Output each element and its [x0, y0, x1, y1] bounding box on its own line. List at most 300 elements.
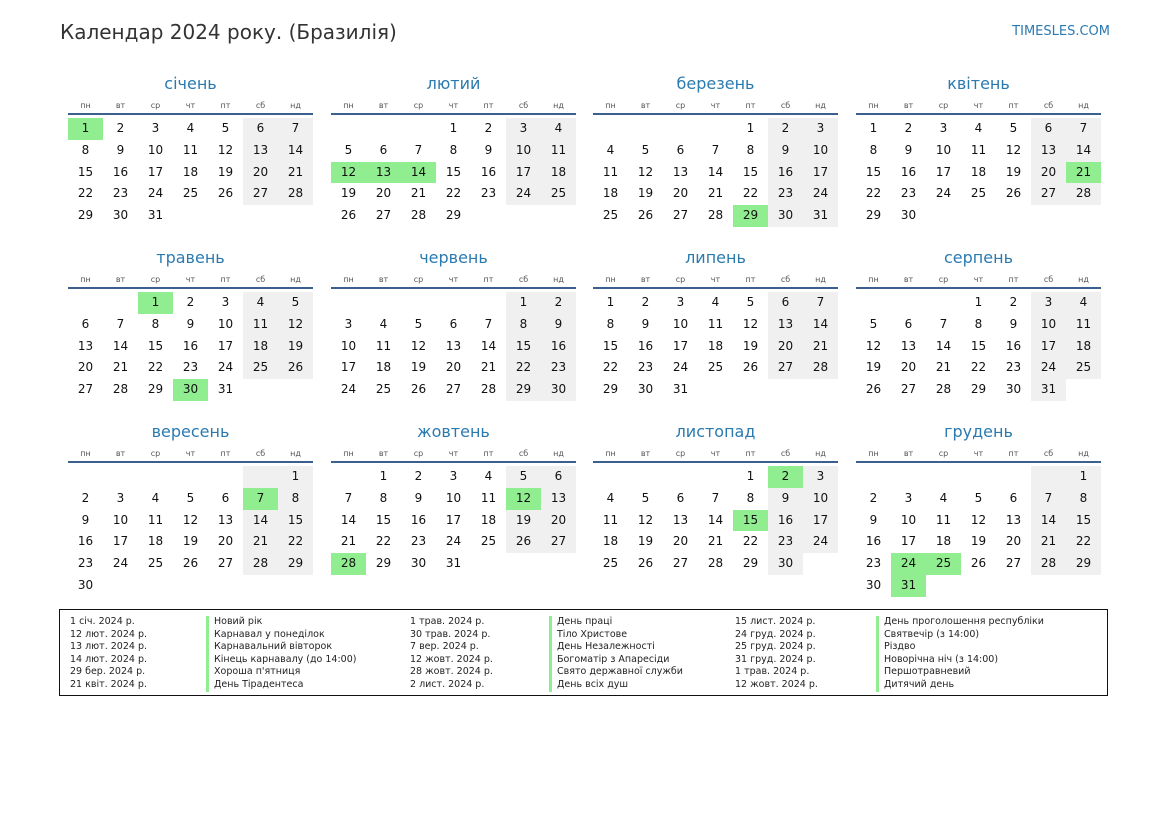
- day-cell[interactable]: 29: [445, 208, 462, 223]
- day-cell[interactable]: 25: [182, 186, 199, 201]
- day-cell[interactable]: 22: [602, 360, 619, 375]
- day-cell[interactable]: 26: [637, 208, 654, 223]
- day-cell[interactable]: 18: [1066, 336, 1101, 358]
- day-cell[interactable]: 17: [803, 510, 838, 532]
- day-cell[interactable]: 10: [340, 338, 357, 353]
- day-cell[interactable]: 27: [217, 556, 234, 571]
- day-cell[interactable]: 10: [445, 490, 462, 505]
- day-cell[interactable]: 12: [1005, 142, 1022, 157]
- day-cell[interactable]: 7: [414, 142, 423, 157]
- day-cell[interactable]: 20: [672, 534, 689, 549]
- day-cell[interactable]: 11: [480, 490, 497, 505]
- day-cell[interactable]: 22: [375, 534, 392, 549]
- day-cell[interactable]: 11: [707, 316, 724, 331]
- day-cell[interactable]: 24: [803, 531, 838, 553]
- day-cell[interactable]: 30: [112, 208, 129, 223]
- day-cell[interactable]: 24: [112, 556, 129, 571]
- day-cell[interactable]: 9: [869, 512, 878, 527]
- day-cell[interactable]: 8: [869, 142, 878, 157]
- site-link[interactable]: TIMESLES.COM: [1012, 24, 1110, 39]
- day-cell[interactable]: 20: [768, 336, 803, 358]
- day-cell[interactable]: 11: [602, 512, 619, 527]
- day-cell[interactable]: 6: [1031, 118, 1066, 140]
- day-cell[interactable]: 10: [506, 140, 541, 162]
- day-cell[interactable]: 15: [602, 338, 619, 353]
- day-cell[interactable]: 22: [445, 186, 462, 201]
- holiday-day[interactable]: 21: [1066, 162, 1101, 184]
- day-cell[interactable]: 31: [445, 556, 462, 571]
- day-cell[interactable]: 28: [410, 208, 427, 223]
- day-cell[interactable]: 3: [939, 121, 948, 135]
- day-cell[interactable]: 25: [707, 360, 724, 375]
- day-cell[interactable]: 9: [641, 316, 650, 331]
- day-cell[interactable]: 4: [243, 292, 278, 314]
- day-cell[interactable]: 21: [707, 186, 724, 201]
- day-cell[interactable]: 2: [768, 118, 803, 140]
- day-cell[interactable]: 15: [147, 338, 164, 353]
- day-cell[interactable]: 20: [243, 162, 278, 184]
- day-cell[interactable]: 15: [742, 164, 759, 179]
- day-cell[interactable]: 14: [707, 512, 724, 527]
- day-cell[interactable]: 24: [340, 382, 357, 397]
- day-cell[interactable]: 12: [970, 512, 987, 527]
- day-cell[interactable]: 22: [278, 531, 313, 553]
- day-cell[interactable]: 20: [375, 186, 392, 201]
- day-cell[interactable]: 15: [970, 338, 987, 353]
- day-cell[interactable]: 14: [480, 338, 497, 353]
- day-cell[interactable]: 16: [865, 534, 882, 549]
- day-cell[interactable]: 20: [1005, 534, 1022, 549]
- day-cell[interactable]: 17: [935, 164, 952, 179]
- holiday-day[interactable]: 28: [331, 553, 366, 575]
- day-cell[interactable]: 21: [480, 360, 497, 375]
- day-cell[interactable]: 2: [641, 295, 650, 309]
- day-cell[interactable]: 29: [865, 208, 882, 223]
- day-cell[interactable]: 21: [1031, 531, 1066, 553]
- day-cell[interactable]: 25: [480, 534, 497, 549]
- day-cell[interactable]: 29: [1066, 553, 1101, 575]
- day-cell[interactable]: 26: [1005, 186, 1022, 201]
- holiday-day[interactable]: 2: [768, 466, 803, 488]
- day-cell[interactable]: 4: [379, 316, 388, 331]
- holiday-day[interactable]: 24: [891, 553, 926, 575]
- day-cell[interactable]: 22: [1066, 531, 1101, 553]
- day-cell[interactable]: 14: [278, 140, 313, 162]
- day-cell[interactable]: 10: [147, 142, 164, 157]
- day-cell[interactable]: 4: [1066, 292, 1101, 314]
- holiday-day[interactable]: 25: [926, 553, 961, 575]
- holiday-day[interactable]: 31: [891, 575, 926, 597]
- day-cell[interactable]: 2: [414, 469, 423, 483]
- holiday-day[interactable]: 12: [331, 162, 366, 184]
- day-cell[interactable]: 5: [186, 490, 195, 505]
- day-cell[interactable]: 5: [746, 295, 755, 309]
- day-cell[interactable]: 9: [541, 314, 576, 336]
- day-cell[interactable]: 4: [151, 490, 160, 505]
- day-cell[interactable]: 17: [445, 512, 462, 527]
- day-cell[interactable]: 25: [375, 382, 392, 397]
- day-cell[interactable]: 5: [1009, 121, 1018, 135]
- day-cell[interactable]: 14: [1031, 510, 1066, 532]
- day-cell[interactable]: 29: [147, 382, 164, 397]
- day-cell[interactable]: 2: [116, 121, 125, 135]
- day-cell[interactable]: 8: [606, 316, 615, 331]
- day-cell[interactable]: 14: [935, 338, 952, 353]
- day-cell[interactable]: 5: [641, 490, 650, 505]
- day-cell[interactable]: 8: [151, 316, 160, 331]
- day-cell[interactable]: 13: [1031, 140, 1066, 162]
- day-cell[interactable]: 13: [900, 338, 917, 353]
- day-cell[interactable]: 21: [112, 360, 129, 375]
- day-cell[interactable]: 18: [243, 336, 278, 358]
- day-cell[interactable]: 23: [865, 556, 882, 571]
- day-cell[interactable]: 11: [541, 140, 576, 162]
- day-cell[interactable]: 14: [243, 510, 278, 532]
- day-cell[interactable]: 6: [221, 490, 230, 505]
- day-cell[interactable]: 21: [803, 336, 838, 358]
- day-cell[interactable]: 21: [707, 534, 724, 549]
- day-cell[interactable]: 19: [182, 534, 199, 549]
- day-cell[interactable]: 25: [147, 556, 164, 571]
- day-cell[interactable]: 19: [1005, 164, 1022, 179]
- day-cell[interactable]: 28: [278, 183, 313, 205]
- day-cell[interactable]: 2: [81, 490, 90, 505]
- day-cell[interactable]: 4: [484, 469, 493, 483]
- day-cell[interactable]: 29: [742, 556, 759, 571]
- day-cell[interactable]: 24: [147, 186, 164, 201]
- day-cell[interactable]: 22: [506, 357, 541, 379]
- day-cell[interactable]: 22: [742, 186, 759, 201]
- day-cell[interactable]: 10: [672, 316, 689, 331]
- day-cell[interactable]: 1: [278, 466, 313, 488]
- day-cell[interactable]: 5: [869, 316, 878, 331]
- day-cell[interactable]: 8: [506, 314, 541, 336]
- day-cell[interactable]: 25: [1066, 357, 1101, 379]
- day-cell[interactable]: 18: [541, 162, 576, 184]
- day-cell[interactable]: 13: [217, 512, 234, 527]
- day-cell[interactable]: 25: [243, 357, 278, 379]
- day-cell[interactable]: 10: [803, 140, 838, 162]
- day-cell[interactable]: 26: [506, 531, 541, 553]
- day-cell[interactable]: 16: [541, 336, 576, 358]
- day-cell[interactable]: 1: [379, 469, 388, 483]
- day-cell[interactable]: 8: [746, 142, 755, 157]
- day-cell[interactable]: 23: [637, 360, 654, 375]
- day-cell[interactable]: 23: [768, 531, 803, 553]
- day-cell[interactable]: 30: [637, 382, 654, 397]
- day-cell[interactable]: 24: [672, 360, 689, 375]
- day-cell[interactable]: 17: [340, 360, 357, 375]
- day-cell[interactable]: 18: [970, 164, 987, 179]
- day-cell[interactable]: 27: [77, 382, 94, 397]
- day-cell[interactable]: 22: [742, 534, 759, 549]
- day-cell[interactable]: 11: [147, 512, 164, 527]
- day-cell[interactable]: 5: [414, 316, 423, 331]
- day-cell[interactable]: 4: [541, 118, 576, 140]
- day-cell[interactable]: 8: [746, 490, 755, 505]
- day-cell[interactable]: 30: [768, 553, 803, 575]
- day-cell[interactable]: 16: [182, 338, 199, 353]
- day-cell[interactable]: 17: [1031, 336, 1066, 358]
- day-cell[interactable]: 20: [217, 534, 234, 549]
- day-cell[interactable]: 8: [278, 488, 313, 510]
- day-cell[interactable]: 12: [182, 512, 199, 527]
- day-cell[interactable]: 28: [480, 382, 497, 397]
- day-cell[interactable]: 7: [803, 292, 838, 314]
- day-cell[interactable]: 2: [869, 490, 878, 505]
- day-cell[interactable]: 4: [974, 121, 983, 135]
- day-cell[interactable]: 31: [1031, 379, 1066, 401]
- day-cell[interactable]: 8: [81, 142, 90, 157]
- day-cell[interactable]: 27: [243, 183, 278, 205]
- day-cell[interactable]: 27: [541, 531, 576, 553]
- day-cell[interactable]: 14: [803, 314, 838, 336]
- day-cell[interactable]: 19: [340, 186, 357, 201]
- day-cell[interactable]: 16: [112, 164, 129, 179]
- day-cell[interactable]: 21: [935, 360, 952, 375]
- day-cell[interactable]: 1: [746, 121, 755, 135]
- day-cell[interactable]: 8: [974, 316, 983, 331]
- day-cell[interactable]: 2: [541, 292, 576, 314]
- day-cell[interactable]: 30: [900, 208, 917, 223]
- day-cell[interactable]: 13: [1005, 512, 1022, 527]
- day-cell[interactable]: 14: [1066, 140, 1101, 162]
- holiday-day[interactable]: 30: [173, 379, 208, 401]
- day-cell[interactable]: 3: [1031, 292, 1066, 314]
- day-cell[interactable]: 13: [768, 314, 803, 336]
- day-cell[interactable]: 4: [606, 490, 615, 505]
- day-cell[interactable]: 3: [344, 316, 353, 331]
- day-cell[interactable]: 26: [340, 208, 357, 223]
- day-cell[interactable]: 17: [147, 164, 164, 179]
- day-cell[interactable]: 16: [480, 164, 497, 179]
- day-cell[interactable]: 24: [1031, 357, 1066, 379]
- day-cell[interactable]: 6: [81, 316, 90, 331]
- day-cell[interactable]: 3: [116, 490, 125, 505]
- day-cell[interactable]: 16: [637, 338, 654, 353]
- day-cell[interactable]: 12: [742, 316, 759, 331]
- day-cell[interactable]: 11: [1066, 314, 1101, 336]
- day-cell[interactable]: 11: [935, 512, 952, 527]
- day-cell[interactable]: 7: [1031, 488, 1066, 510]
- day-cell[interactable]: 16: [1005, 338, 1022, 353]
- day-cell[interactable]: 3: [449, 469, 458, 483]
- holiday-day[interactable]: 7: [243, 488, 278, 510]
- day-cell[interactable]: 21: [410, 186, 427, 201]
- day-cell[interactable]: 9: [904, 142, 913, 157]
- day-cell[interactable]: 13: [243, 140, 278, 162]
- day-cell[interactable]: 15: [375, 512, 392, 527]
- day-cell[interactable]: 6: [768, 292, 803, 314]
- day-cell[interactable]: 4: [186, 121, 195, 135]
- day-cell[interactable]: 2: [186, 295, 195, 309]
- day-cell[interactable]: 8: [1066, 488, 1101, 510]
- day-cell[interactable]: 10: [112, 512, 129, 527]
- day-cell[interactable]: 23: [410, 534, 427, 549]
- day-cell[interactable]: 12: [217, 142, 234, 157]
- day-cell[interactable]: 27: [1031, 183, 1066, 205]
- day-cell[interactable]: 16: [410, 512, 427, 527]
- day-cell[interactable]: 19: [637, 534, 654, 549]
- day-cell[interactable]: 28: [1066, 183, 1101, 205]
- day-cell[interactable]: 3: [151, 121, 160, 135]
- day-cell[interactable]: 31: [803, 205, 838, 227]
- day-cell[interactable]: 1: [974, 295, 983, 309]
- day-cell[interactable]: 26: [637, 556, 654, 571]
- day-cell[interactable]: 14: [707, 164, 724, 179]
- day-cell[interactable]: 23: [1005, 360, 1022, 375]
- day-cell[interactable]: 10: [803, 488, 838, 510]
- day-cell[interactable]: 7: [278, 118, 313, 140]
- day-cell[interactable]: 12: [278, 314, 313, 336]
- holiday-day[interactable]: 1: [68, 118, 103, 140]
- day-cell[interactable]: 16: [77, 534, 94, 549]
- day-cell[interactable]: 16: [768, 162, 803, 184]
- day-cell[interactable]: 7: [711, 142, 720, 157]
- day-cell[interactable]: 27: [768, 357, 803, 379]
- day-cell[interactable]: 24: [217, 360, 234, 375]
- day-cell[interactable]: 8: [379, 490, 388, 505]
- day-cell[interactable]: 24: [506, 183, 541, 205]
- day-cell[interactable]: 30: [768, 205, 803, 227]
- day-cell[interactable]: 1: [1066, 466, 1101, 488]
- day-cell[interactable]: 29: [970, 382, 987, 397]
- day-cell[interactable]: 8: [449, 142, 458, 157]
- day-cell[interactable]: 5: [641, 142, 650, 157]
- day-cell[interactable]: 11: [182, 142, 199, 157]
- day-cell[interactable]: 5: [506, 466, 541, 488]
- day-cell[interactable]: 5: [221, 121, 230, 135]
- day-cell[interactable]: 18: [375, 360, 392, 375]
- day-cell[interactable]: 11: [375, 338, 392, 353]
- day-cell[interactable]: 19: [410, 360, 427, 375]
- day-cell[interactable]: 13: [541, 488, 576, 510]
- day-cell[interactable]: 29: [506, 379, 541, 401]
- day-cell[interactable]: 25: [602, 556, 619, 571]
- day-cell[interactable]: 28: [803, 357, 838, 379]
- day-cell[interactable]: 18: [182, 164, 199, 179]
- day-cell[interactable]: 7: [116, 316, 125, 331]
- day-cell[interactable]: 19: [970, 534, 987, 549]
- day-cell[interactable]: 31: [147, 208, 164, 223]
- day-cell[interactable]: 27: [900, 382, 917, 397]
- day-cell[interactable]: 10: [935, 142, 952, 157]
- day-cell[interactable]: 29: [77, 208, 94, 223]
- day-cell[interactable]: 15: [1066, 510, 1101, 532]
- day-cell[interactable]: 1: [606, 295, 615, 309]
- day-cell[interactable]: 3: [506, 118, 541, 140]
- day-cell[interactable]: 15: [506, 336, 541, 358]
- day-cell[interactable]: 10: [217, 316, 234, 331]
- day-cell[interactable]: 11: [970, 142, 987, 157]
- day-cell[interactable]: 27: [375, 208, 392, 223]
- day-cell[interactable]: 26: [865, 382, 882, 397]
- day-cell[interactable]: 14: [340, 512, 357, 527]
- holiday-day[interactable]: 15: [733, 510, 768, 532]
- day-cell[interactable]: 27: [672, 556, 689, 571]
- day-cell[interactable]: 25: [970, 186, 987, 201]
- day-cell[interactable]: 7: [711, 490, 720, 505]
- day-cell[interactable]: 9: [414, 490, 423, 505]
- day-cell[interactable]: 1: [746, 469, 755, 483]
- day-cell[interactable]: 26: [742, 360, 759, 375]
- day-cell[interactable]: 7: [344, 490, 353, 505]
- day-cell[interactable]: 5: [344, 142, 353, 157]
- day-cell[interactable]: 28: [707, 556, 724, 571]
- day-cell[interactable]: 23: [900, 186, 917, 201]
- day-cell[interactable]: 17: [672, 338, 689, 353]
- day-cell[interactable]: 17: [217, 338, 234, 353]
- day-cell[interactable]: 22: [865, 186, 882, 201]
- day-cell[interactable]: 9: [81, 512, 90, 527]
- day-cell[interactable]: 9: [186, 316, 195, 331]
- holiday-day[interactable]: 13: [366, 162, 401, 184]
- day-cell[interactable]: 26: [410, 382, 427, 397]
- day-cell[interactable]: 25: [541, 183, 576, 205]
- day-cell[interactable]: 13: [672, 164, 689, 179]
- day-cell[interactable]: 26: [970, 556, 987, 571]
- day-cell[interactable]: 3: [803, 118, 838, 140]
- day-cell[interactable]: 11: [243, 314, 278, 336]
- day-cell[interactable]: 25: [602, 208, 619, 223]
- day-cell[interactable]: 11: [602, 164, 619, 179]
- day-cell[interactable]: 17: [900, 534, 917, 549]
- day-cell[interactable]: 28: [935, 382, 952, 397]
- day-cell[interactable]: 23: [182, 360, 199, 375]
- day-cell[interactable]: 24: [803, 183, 838, 205]
- day-cell[interactable]: 18: [602, 186, 619, 201]
- day-cell[interactable]: 29: [375, 556, 392, 571]
- holiday-day[interactable]: 12: [506, 488, 541, 510]
- day-cell[interactable]: 2: [904, 121, 913, 135]
- day-cell[interactable]: 12: [865, 338, 882, 353]
- day-cell[interactable]: 3: [904, 490, 913, 505]
- day-cell[interactable]: 31: [217, 382, 234, 397]
- day-cell[interactable]: 9: [484, 142, 493, 157]
- day-cell[interactable]: 29: [602, 382, 619, 397]
- day-cell[interactable]: 20: [1031, 162, 1066, 184]
- day-cell[interactable]: 30: [865, 577, 882, 592]
- day-cell[interactable]: 19: [217, 164, 234, 179]
- day-cell[interactable]: 15: [865, 164, 882, 179]
- day-cell[interactable]: 27: [672, 208, 689, 223]
- day-cell[interactable]: 1: [449, 121, 458, 135]
- day-cell[interactable]: 20: [445, 360, 462, 375]
- day-cell[interactable]: 21: [243, 531, 278, 553]
- day-cell[interactable]: 28: [112, 382, 129, 397]
- day-cell[interactable]: 27: [445, 382, 462, 397]
- day-cell[interactable]: 14: [112, 338, 129, 353]
- day-cell[interactable]: 3: [803, 466, 838, 488]
- day-cell[interactable]: 26: [182, 556, 199, 571]
- day-cell[interactable]: 13: [445, 338, 462, 353]
- day-cell[interactable]: 18: [935, 534, 952, 549]
- day-cell[interactable]: 2: [484, 121, 493, 135]
- day-cell[interactable]: 2: [1009, 295, 1018, 309]
- day-cell[interactable]: 17: [803, 162, 838, 184]
- day-cell[interactable]: 12: [637, 512, 654, 527]
- day-cell[interactable]: 19: [278, 336, 313, 358]
- day-cell[interactable]: 18: [147, 534, 164, 549]
- day-cell[interactable]: 6: [243, 118, 278, 140]
- day-cell[interactable]: 9: [1009, 316, 1018, 331]
- day-cell[interactable]: 19: [506, 510, 541, 532]
- day-cell[interactable]: 15: [77, 164, 94, 179]
- day-cell[interactable]: 9: [768, 488, 803, 510]
- day-cell[interactable]: 9: [116, 142, 125, 157]
- day-cell[interactable]: 20: [672, 186, 689, 201]
- day-cell[interactable]: 26: [278, 357, 313, 379]
